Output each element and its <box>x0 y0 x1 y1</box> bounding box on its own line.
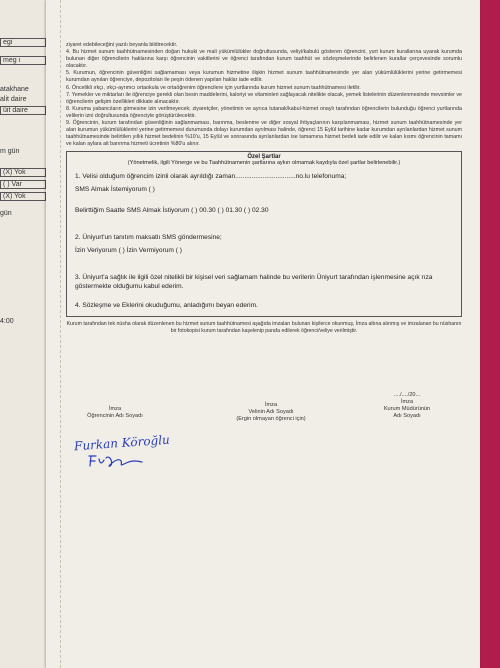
item-1: 1. Velisi olduğum öğrencim izinli olarak ayrıldığı zaman.................................no.lu telefonuma; <box>75 173 347 181</box>
item-1-time-options[interactable]: Belirttiğim Saatte SMS Almak İstiyorum ( ) 00.30 ( ) 01.30 ( ) 02.30 <box>75 207 269 215</box>
item-4: 4. Sözleşme ve Eklerini okuduğumu, anladığımı beyan ederim. <box>75 302 258 310</box>
item-3: 3. Üniyurt'a sağlık ile ilgili özel nitelikli bir kişisel veri sağlamam halinde bu verilerin Üniyurt tarafından işlenmesine açık rıza göstermekte olduğumu kabul ederim. <box>75 274 433 291</box>
binding-margin <box>50 0 61 668</box>
under-fragment: üit daire <box>0 106 46 115</box>
clause: 5. Kurumun, öğrencinin güvenliğini sağlamaması veya kurumun hizmetine ilişkin hizmet sunum taahhütnamesinde yer alan yükümlülüklerini yerine getirmemesi kurumdan aynılan öğrenciye, depozitoları ile peşin ödenen yapılan haklar iade edilir. <box>66 70 462 84</box>
clause: 4. Bu hizmet sunum taahhütnamesinden doğan hukuki ve mali yükümlülükler doğrultusunda, veliyi/kabulü gösteren öğrencini, yurt kurum kurallarına uyarak kurumda bulunan diğer öğrencilerin haklarına karşı öğrencinin vakitlerini ve öğrenci tarafından kurum taahhüt ve sözleşmelerinde belirlenen kurallar çerçevesinde sorumlu olacaktır. <box>66 49 462 70</box>
under-fragment: (X) Yok <box>0 192 46 201</box>
under-fragment: (X) Yok <box>0 168 46 177</box>
under-fragment: meg i <box>0 56 46 65</box>
parent-signature-block: İmza Velinin Adı Soyadı (Ergin olmayan öğrenci için) <box>236 402 306 422</box>
under-fragment: m gün <box>0 148 20 155</box>
clauses-list <box>66 42 462 148</box>
clause: ziyaret edebileceğini yazılı beyanla bildirecektir. <box>66 42 178 48</box>
item-2-consent-options[interactable]: İzin Veriyorum ( ) İzin Vermiyorum ( ) <box>75 247 182 255</box>
under-fragment: atakhane <box>0 86 29 93</box>
clause: 8. Kuruma yabancıların girmesine izin verilmeyecek; ziyaretçiler, yönetimin ve ayrıca tutanak/kabul-hizmet onaylı tarafından öğrencilerin bulunduğu öğrenci yurtlarında velilerin izni doğrultusunda öğrenciyle görüştürülecektir. <box>66 105 462 119</box>
student-signature-block: İmza Öğrencinin Adı Soyadı <box>87 406 143 419</box>
under-fragment: egi <box>0 38 46 47</box>
under-fragment: 4:00 <box>0 318 14 325</box>
footnote: Kurum tarafından tek nüsha olarak düzenlenen bu hizmet sunum taahhütnamesi aşağıda imzaları bulunan kişilerce okunmuş, İmza altına alınmış ve imzalanan bu nüshanın bir fotokopisi kurum tarafından kaşelenip parafa edilerek öğrenci/veliye verilmiştir. <box>66 321 462 335</box>
document-page <box>46 0 480 668</box>
clause: 7. Yemekler ve miktarları ile öğrenciye gerekli olan besin maddelerini, kaloriyi ve vitaminleri sağlayacak nitelikte olacak, yemek listelerinin düzenlenmesinde mevsimler ve öğrencilerin gelişim özellikleri dikkate alınacaktır. <box>66 91 462 105</box>
handwritten-signature <box>86 450 146 472</box>
special-terms-subtitle: (Yönetmelik, ilgili Yönerge ve bu Taahhütnamenin şartlarına aykırı olmamak kaydıyla özel şartlar belirlenebilir.) <box>127 160 401 167</box>
document-content <box>66 42 462 335</box>
clause: 6. Öncelikli ırkçı, ırkçı-ayrımcı ortaokula ve ortaöğrenim öğrencilere için yurtlarında kurum hizmet sunum taahhütnamesi iletilir. <box>66 84 361 91</box>
special-terms-box <box>66 151 462 317</box>
item-1-sms-option[interactable]: SMS Almak İstemiyorum ( ) <box>75 186 155 194</box>
under-fragment: alit daire <box>0 96 27 103</box>
under-fragment: gün <box>0 210 12 217</box>
clause: 9. Öğrencinin, kurum tarafından güvenliğinin sağlanmaması, barınma, beslenme ve diğer sosyal ihtiyaçlarının karşılanmaması, hizmet sunum taahhütnamesinde yer alan kurumun yükümlülüklerini yerine getirmemesi durumunda dolayı kurumdan ayrılması halinde, öğrenci 15 Eylül tarihine kadar kurumdan ayrılanlardan hizmet sunum taahhütnamesinde belirtilen yıllık hizmet bedelinin %10'u, 15 Eylül ve sonrasında ayrılanlardan ise tamamına hizmet bedeli iade edilir ve kalan kısmı öğrencinin tamamı ve kalan aylara ait barınma hizmeti ücretinin %80'u alınır. <box>66 120 462 148</box>
item-2: 2. Üniyurt'un tanıtım maksatlı SMS göndermesine; <box>75 234 222 242</box>
under-fragment: ( ) Var <box>0 180 46 189</box>
special-terms-title: Özel Şartlar <box>247 154 281 161</box>
handwritten-name: Furkan Köroğlu <box>73 432 171 454</box>
director-signature-block: ..../..../20... İmza Kurum Müdürünün Adı Soyadı <box>383 392 431 419</box>
signature-row <box>66 392 462 432</box>
